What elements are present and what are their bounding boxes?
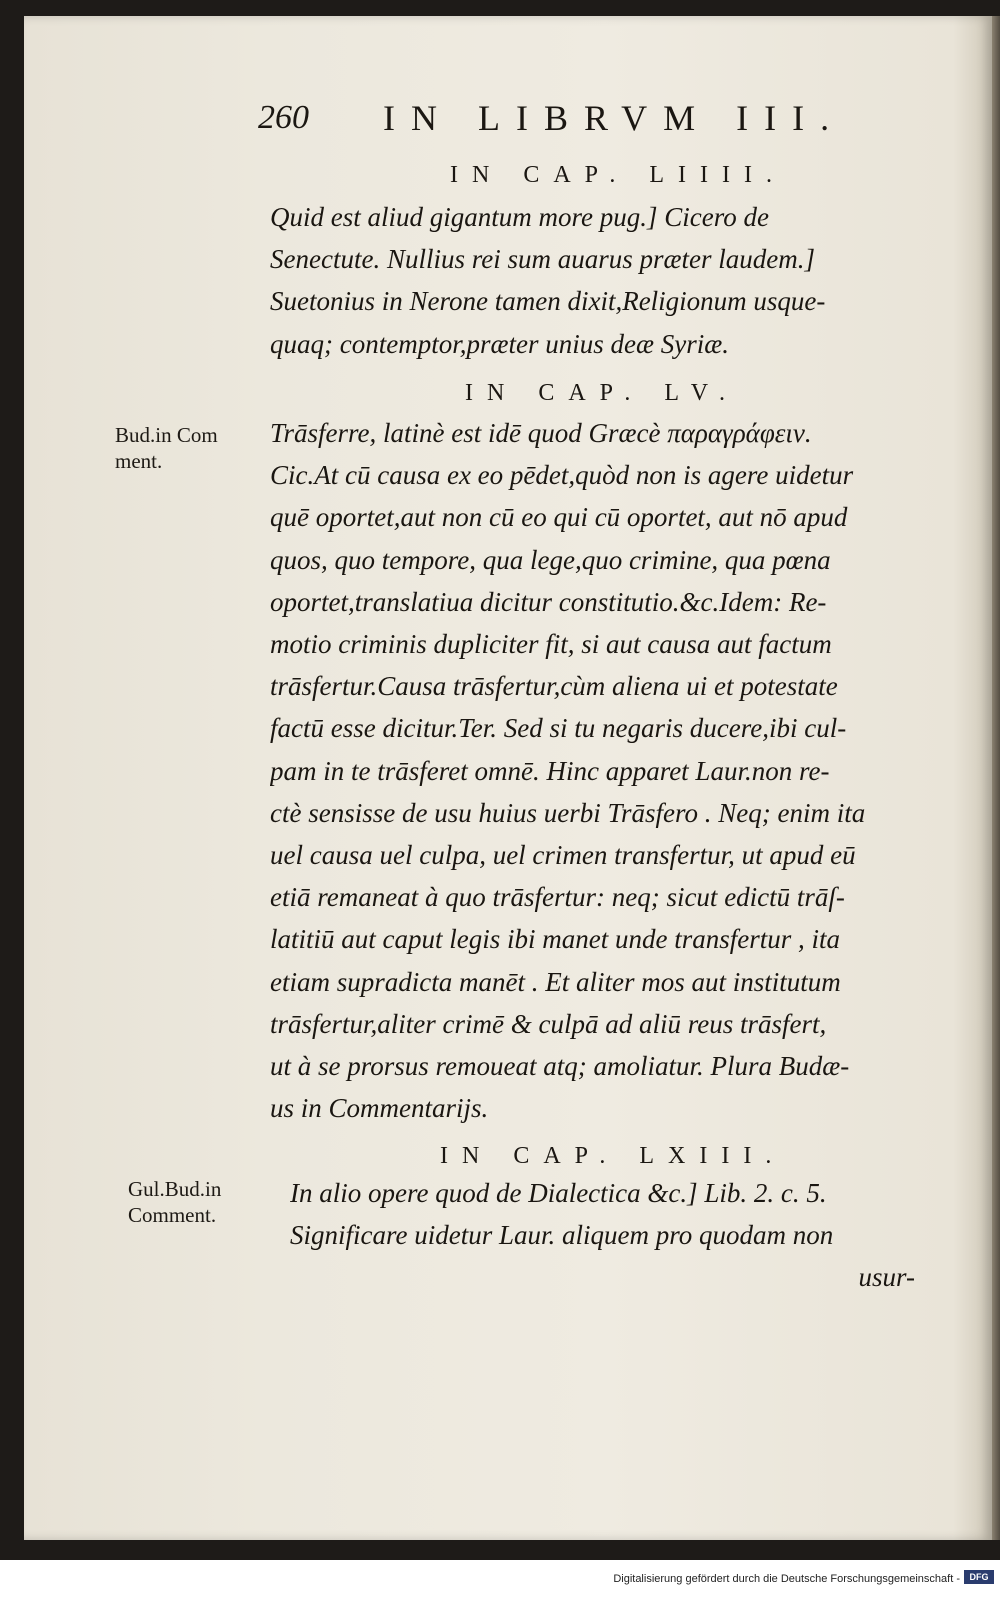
chapter-heading: IN CAP. LIIII.: [450, 162, 786, 188]
text-line: Suetonius in Nerone tamen dixit,Religionum usque-: [270, 286, 826, 317]
marginal-note-line: Gul.Bud.in: [128, 1177, 222, 1201]
commentary-block: [290, 1172, 915, 1299]
text-line: Senectute. Nullius rei sum auarus præter laudem.]: [270, 244, 815, 275]
commentary-block: [270, 412, 925, 1129]
digitization-credit: Digitalisierung gefördert durch die Deutsche Forschungsgemeinschaft -: [613, 1573, 960, 1585]
marginal-note-line: Bud.in Com: [115, 423, 218, 447]
text-line: quaq; contemptor,præter unius deæ Syriæ.: [270, 328, 729, 359]
page-number: 260: [258, 99, 309, 136]
text-line: pam in te trāsferet omnē. Hinc apparet Laur.non re-: [270, 755, 830, 786]
text-line: uel causa uel culpa, uel crimen transfertur, ut apud eū: [270, 840, 856, 871]
text-line: Cic.At cū causa ex eo pēdet,quòd non is agere uidetur: [270, 460, 854, 491]
chapter-heading: IN CAP. LXIII.: [440, 1143, 786, 1169]
text-line: ut à se prorsus remoueat atq; amoliatur. Plura Budæ-: [270, 1051, 850, 1082]
running-title: IN LIBRVM III.: [383, 98, 846, 138]
text-line: quos, quo tempore, qua lege,quo crimine, qua pœna: [270, 544, 831, 575]
text-line: ctè sensisse de usu huius uerbi Trāsfero . Neq; enim ita: [270, 797, 866, 828]
text-line: oportet,translatiua dicitur constitutio.&c.Idem: Re-: [270, 586, 827, 617]
marginal-note-line: Comment.: [128, 1203, 217, 1227]
text-line: us in Commentarijs.: [270, 1093, 489, 1124]
dfg-logo-icon: DFG: [964, 1570, 994, 1584]
marginal-note: [128, 1176, 221, 1228]
text-line: latitiū aut caput legis ibi manet unde transfertur , ita: [270, 924, 840, 955]
text-line: motio criminis dupliciter fit, si aut causa aut factum: [270, 629, 832, 660]
text-line: trāsfertur,aliter crimē & culpā ad aliū reus trāsfert,: [270, 1008, 827, 1039]
text-line: Significare uidetur Laur. aliquem pro quodam non: [290, 1220, 834, 1251]
marginal-note-line: ment.: [115, 449, 163, 473]
text-line: Trāsferre, latinè est idē quod Græcè παραγράφειν.: [270, 418, 812, 448]
text-line: trāsfertur.Causa trāsfertur,cùm aliena ui et potestate: [270, 671, 838, 702]
text-line: quē oportet,aut non cū eo qui cū oportet, aut nō apud: [270, 502, 848, 533]
page-header: [258, 95, 878, 143]
marginal-note: [115, 422, 218, 474]
chapter-heading: IN CAP. LV.: [465, 380, 740, 406]
text-line: etiā remaneat à quo trāsfertur: neq; sicut edictū trāſ-: [270, 882, 845, 913]
catchword: usur-: [858, 1262, 915, 1293]
text-line: etiam supradicta manēt . Et aliter mos aut institutum: [270, 966, 841, 997]
text-line: In alio opere quod de Dialectica &c.] Lib. 2. c. 5.: [290, 1178, 827, 1208]
text-line: Quid est aliud gigantum more pug.] Cicero de: [270, 202, 769, 232]
commentary-block: [270, 196, 925, 365]
text-line: factū esse dicitur.Ter. Sed si tu negaris ducere,ibi cul-: [270, 713, 847, 744]
